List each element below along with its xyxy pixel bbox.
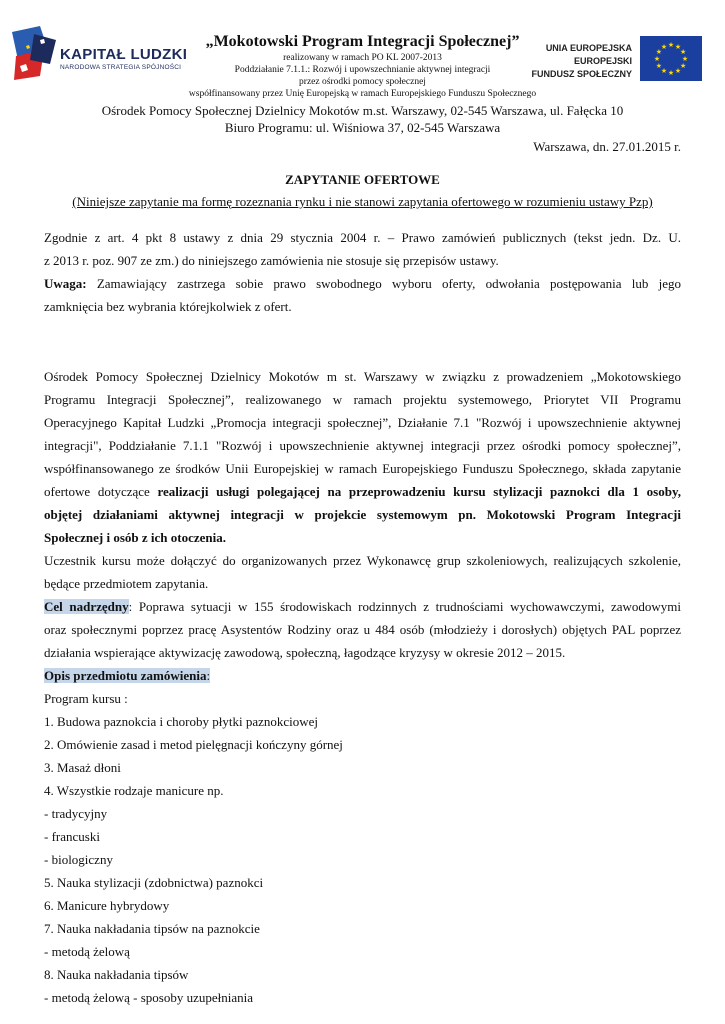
eu-star-icon: ★ [679, 48, 687, 56]
text-line: będące przedmiotem zapytania. [44, 576, 209, 591]
text-line: Operacyjnego Kapitał Ludzki „Promocja integracji społecznej”, Działanie 7.1 "Rozwój i upowszechnienie aktywnej [44, 415, 681, 430]
address-line-1: Ośrodek Pomocy Społecznej Dzielnicy Mokotów m.st. Warszawy, 02-545 Warszawa, ul. Fałęcka 10 [101, 103, 624, 118]
list-item: 7. Nauka nakładania tipsów na paznokcie [44, 921, 260, 936]
eu-star-icon: ★ [667, 69, 675, 77]
list-item: 1. Budowa paznokcia i choroby płytki paznokciowej [44, 714, 319, 729]
address-line-2: Biuro Programu: ul. Wiśniowa 37, 02-545 Warszawa [224, 120, 501, 135]
text-fragment: ofertowe dotyczące [44, 484, 158, 499]
eu-star-icon: ★ [667, 41, 675, 49]
list-item: 3. Masaż dłoni [44, 760, 121, 775]
eu-logo-line-3: FUNDUSZ SPOŁECZNY [531, 69, 632, 79]
order-description-colon: : [206, 668, 211, 683]
letterhead [0, 0, 725, 100]
order-description-label [44, 668, 210, 683]
logo-name: KAPITAŁ LUDZKI [60, 46, 188, 63]
notice-paragraph [44, 272, 681, 318]
notice-text: Zamawiający zastrzega sobie prawo swobodnego wyboru oferty, odwołania postępowania lub jego [86, 276, 681, 291]
eu-star-icon: ★ [679, 62, 687, 70]
text-line [44, 595, 681, 618]
eu-star-icon: ★ [681, 55, 689, 63]
list-item: 6. Manicure hybrydowy [44, 898, 170, 913]
document-title: ZAPYTANIE OFERTOWE [285, 172, 440, 187]
list-item: 8. Nauka nakładania tipsów [44, 967, 189, 982]
header-line-2: Poddziałanie 7.1.1.: Rozwój i upowszechnianie aktywnej integracji [234, 65, 491, 75]
text-line: współfinansowanego ze środków Unii Europejskiej w ramach Europejskiego Funduszu Społecznego, składa zapytanie [44, 461, 681, 476]
list-item: 2. Omówienie zasad i metod pielęgnacji kończyny górnej [44, 737, 343, 752]
document-body [44, 226, 681, 1009]
main-goal-paragraph [44, 595, 681, 664]
text-line [44, 272, 681, 295]
eu-logo-line-1: UNIA EUROPEJSKA [545, 43, 632, 53]
legal-basis-paragraph [44, 226, 681, 272]
program-title: „Mokotowski Program Integracji Społecznej” [205, 33, 520, 50]
list-item: - biologiczny [44, 852, 113, 867]
text-line: Uczestnik kursu może dołączyć do organizowanych przez Wykonawcę grup szkoleniowych, realizujących szkolenie, [44, 553, 681, 568]
text-line: z 2013 r. poz. 907 ze zm.) do niniejszego zamówienia nie stosuje się przepisów ustawy. [44, 253, 499, 268]
main-goal-text: : Poprawa sytuacji w 155 środowiskach rodzinnych z trudnościami wychowawczymi, zawodowymi [128, 599, 681, 614]
list-item: 5. Nauka stylizacji (zdobnictwa) paznokci [44, 875, 264, 890]
program-title-text: Program kursu : [44, 691, 128, 706]
text-line: Ośrodek Pomocy Społecznej Dzielnicy Mokotów m st. Warszawy w związku z prowadzeniem „Mokotowskiego [44, 369, 681, 384]
intro-paragraph [44, 365, 681, 549]
eu-star-icon: ★ [674, 42, 682, 51]
text-line: zamknięcia bez wybrania którejkolwiek z ofert. [44, 299, 292, 314]
header-line-4: współfinansowany przez Unię Europejską w ramach Europejskiego Funduszu Społecznego [188, 89, 537, 99]
order-subject-bold: realizacji usługi polegającej na przeprowadzeniu kursu stylizacji paznokci dla 1 osoby, [157, 484, 681, 499]
text-line: działania wspierające aktywizację zawodową, społeczną, łagodzące kryzysy w okresie 2012 – 2015. [44, 645, 566, 660]
header-line-1: realizowany w ramach PO KL 2007-2013 [283, 53, 442, 63]
document-date: Warszawa, dn. 27.01.2015 r. [533, 139, 681, 154]
eu-logo-line-2: EUROPEJSKI [573, 56, 632, 66]
text-line: oraz społecznymi poprzez pracę Asystentów Rodziny oraz u 484 osób (młodzieży i dorosłych) objętych PAL poprzez [44, 622, 681, 637]
text-line-bold: objętej działaniami aktywnej integracji w projekcie systemowym pn. Mokotowski Program Integracji [44, 507, 681, 522]
eu-star-icon: ★ [660, 42, 668, 51]
eu-star-icon: ★ [655, 62, 663, 70]
text-line: Programu Integracji Społecznej”, realizowanego w ramach projektu systemowego, Priorytet VII Programu [44, 392, 681, 407]
text-line: integracji", Poddziałanie 7.1.1 "Rozwój i upowszechnienie aktywnej integracji przez ośrodki pomocy społecznej”, [44, 438, 681, 453]
list-item: 4. Wszystkie rodzaje manicure np. [44, 783, 224, 798]
list-item: - tradycyjny [44, 806, 108, 821]
eu-star-icon: ★ [653, 55, 661, 63]
program-list [44, 710, 681, 1009]
eu-flag-icon [640, 36, 702, 81]
eu-star-icon: ★ [660, 67, 668, 76]
list-item: - metodą żelową [44, 944, 130, 959]
text-line-bold: Społecznej i osób z ich otoczenia. [44, 530, 226, 545]
logo-subtitle: NARODOWA STRATEGIA SPÓJNOŚCI [60, 64, 182, 71]
header-line-3: przez ośrodki pomocy społecznej [299, 77, 426, 87]
text-line: Zgodnie z art. 4 pkt 8 ustawy z dnia 29 stycznia 2004 r. – Prawo zamówień publicznych (tekst jedn. Dz. U. [44, 230, 681, 245]
participant-paragraph [44, 549, 681, 595]
text-line [44, 480, 681, 503]
eu-star-icon: ★ [655, 48, 663, 56]
eu-logo-text [530, 42, 632, 81]
main-goal-label: Cel nadrzędny [44, 599, 129, 614]
list-item: - francuski [44, 829, 100, 844]
eu-star-icon: ★ [674, 67, 682, 76]
program-title [44, 687, 681, 710]
order-description-text: Opis przedmiotu zamówienia [44, 668, 207, 683]
notice-label: Uwaga: [44, 276, 87, 291]
order-description-heading [44, 664, 681, 687]
list-item: - metodą żelową - sposoby uzupełniania [44, 990, 254, 1005]
document-subtitle: (Niniejsze zapytanie ma formę rozeznania rynku i nie stanowi zapytania ofertowego w rozumieniu ustawy Pzp) [72, 194, 653, 209]
